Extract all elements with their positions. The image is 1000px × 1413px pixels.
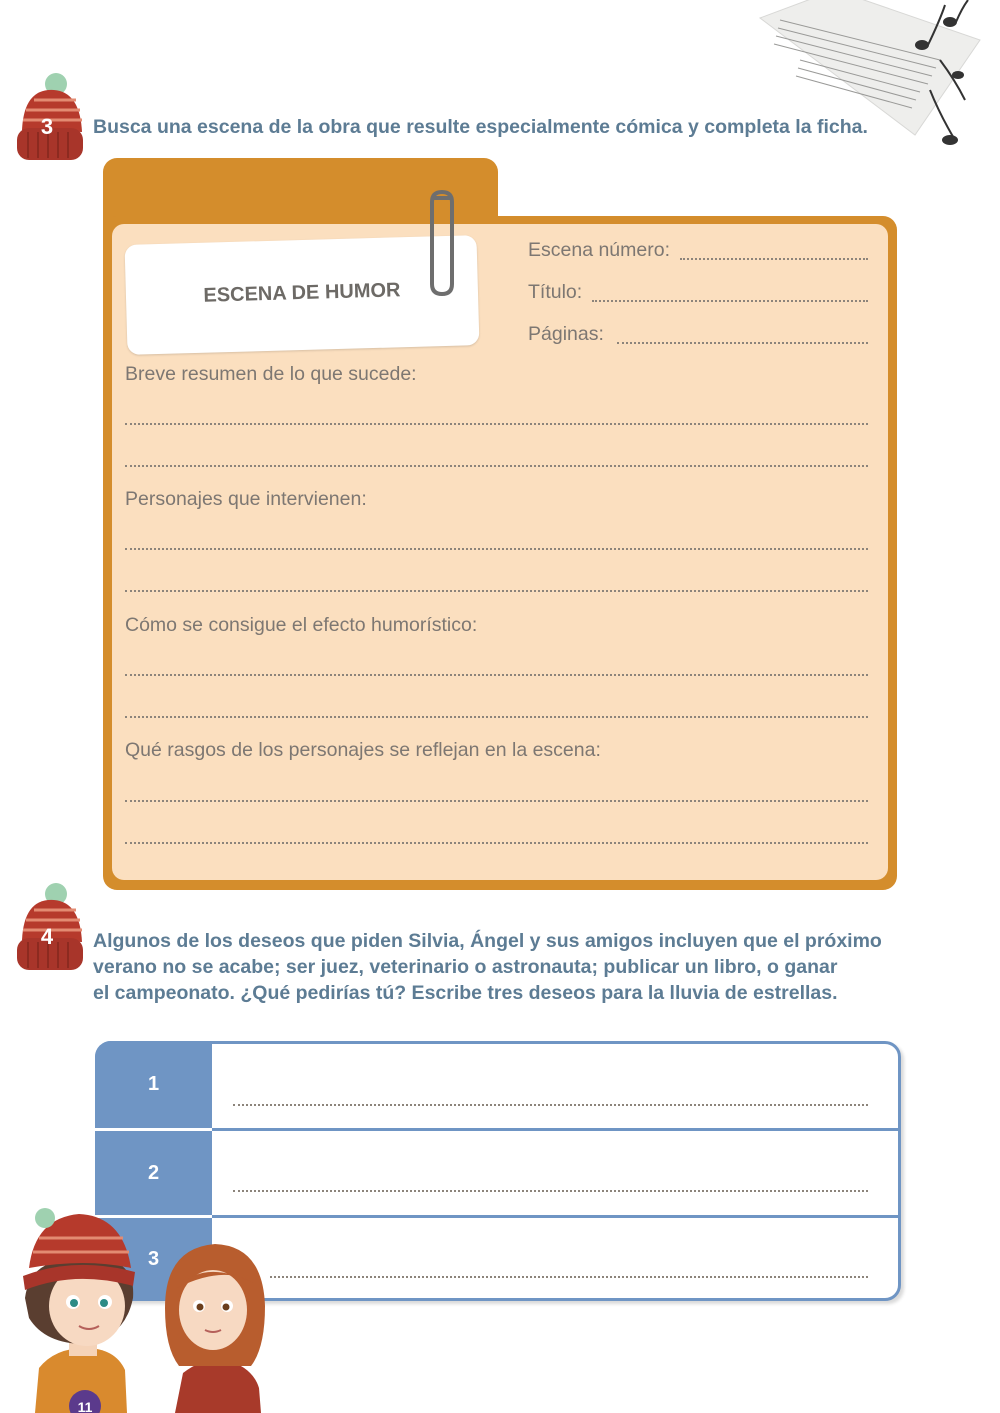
answer-line[interactable]: [125, 465, 868, 467]
paginas-label: Páginas:: [528, 323, 604, 345]
escena-numero-label: Escena número:: [528, 239, 670, 261]
answer-line[interactable]: [125, 800, 868, 802]
exercise-4-instruction-line-1: Algunos de los deseos que piden Silvia, Ángel y sus amigos incluyen que el próximo: [93, 930, 882, 952]
wish-2-line[interactable]: [233, 1190, 868, 1192]
wish-number-2: 2: [95, 1131, 212, 1215]
exercise-3-instruction: Busca una escena de la obra que resulte especialmente cómica y completa la ficha.: [93, 116, 868, 138]
exercise-4-hat-badge: [14, 880, 84, 980]
card-title: ESCENA DE HUMOR: [203, 279, 401, 307]
wish-1-line[interactable]: [233, 1104, 868, 1106]
wish-separator: [212, 1215, 901, 1218]
exercise-number: 3: [40, 114, 54, 139]
exercise-number: 4: [40, 924, 54, 949]
answer-line[interactable]: [125, 548, 868, 550]
exercise-4-instruction-line-3: el campeonato. ¿Qué pedirías tú? Escribe tres deseos para la lluvia de estrellas.: [93, 982, 838, 1004]
answer-line[interactable]: [125, 842, 868, 844]
answer-line[interactable]: [125, 716, 868, 718]
answer-line[interactable]: [125, 423, 868, 425]
characters-illustration: [15, 1198, 275, 1413]
titulo-label: Título:: [528, 281, 583, 303]
section-rasgos-label: Qué rasgos de los personajes se reflejan en la escena:: [125, 739, 601, 761]
titulo-line[interactable]: [592, 300, 868, 302]
wish-separator: [212, 1128, 901, 1131]
escena-numero-line[interactable]: [680, 258, 868, 260]
section-efecto-label: Cómo se consigue el efecto humorístico:: [125, 614, 478, 636]
answer-line[interactable]: [125, 674, 868, 676]
jersey-number: 11: [77, 1399, 93, 1413]
paper-clip-icon: [424, 188, 460, 298]
wish-separator: [95, 1128, 212, 1131]
answer-line[interactable]: [125, 590, 868, 592]
paginas-line[interactable]: [617, 342, 868, 344]
section-resumen-label: Breve resumen de lo que sucede:: [125, 363, 417, 385]
wish-3-line[interactable]: [270, 1276, 868, 1278]
section-personajes-label: Personajes que intervienen:: [125, 488, 367, 510]
exercise-3-hat-badge: [14, 70, 84, 170]
wish-number-3: 3: [95, 1218, 212, 1301]
wish-number-1: 1: [95, 1041, 212, 1128]
exercise-4-instruction-line-2: verano no se acabe; ser juez, veterinario o astronauta; publicar un libro, o ganar: [93, 956, 838, 978]
